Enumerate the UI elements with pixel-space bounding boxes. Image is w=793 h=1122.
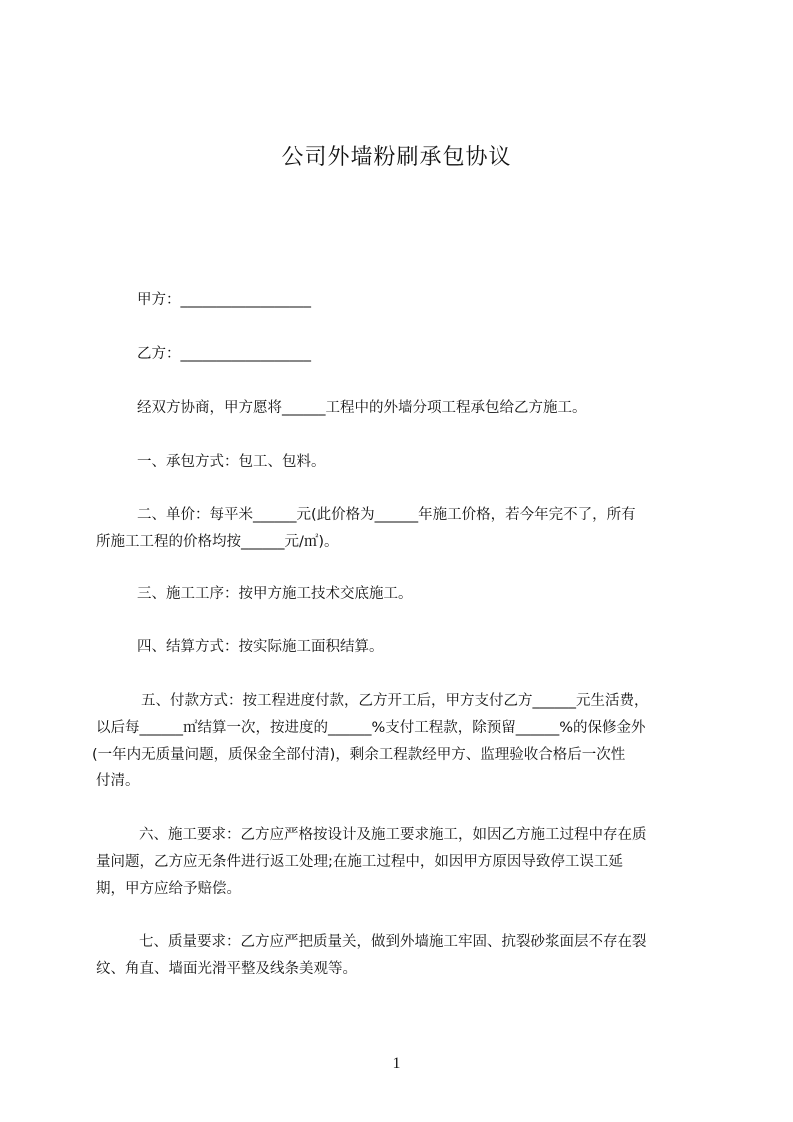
- clause-7-line: 纹、角直、墙面光滑平整及线条美观等。: [96, 961, 357, 977]
- intro-paragraph: 经双方协商，甲方愿将______工程中的外墙分项工程承包给乙方施工。: [137, 400, 587, 416]
- page-number: 1: [392, 1055, 401, 1072]
- clause-7-line: 七、质量要求：乙方应严把质量关，做到外墙施工牢固、抗裂砂浆面层不存在裂: [139, 934, 647, 950]
- clause-6-line: 期，甲方应给予赔偿。: [96, 881, 241, 897]
- clause-5-line: (一年内无质量问题，质保金全部付清)，剩余工程款经甲方、监理验收合格后一次性: [92, 747, 626, 763]
- clause-6-line: 六、施工要求：乙方应严格按设计及施工要求施工，如因乙方施工过程中存在质: [139, 827, 647, 843]
- party-b-line: 乙方：__________________: [137, 346, 311, 362]
- document-title: 公司外墙粉刷承包协议: [281, 145, 512, 170]
- clause-2-line: 二、单价：每平米______元(此价格为______年施工价格，若今年完不了，所有: [137, 507, 636, 523]
- clause-3: 三、施工工序：按甲方施工技术交底施工。: [137, 586, 413, 602]
- clause-2-line: 所施工工程的价格均按______元/㎡)。: [96, 534, 339, 550]
- clause-4: 四、结算方式：按实际施工面积结算。: [137, 639, 384, 655]
- clause-5-line: 付清。: [96, 773, 140, 789]
- clause-6-line: 量问题，乙方应无条件进行返工处理;在施工过程中，如因甲方原因导致停工误工延: [96, 854, 623, 870]
- clause-5-line: 以后每______㎡结算一次，按进度的______%支付工程款，除预留______%的保修金外: [96, 720, 646, 736]
- party-a-line: 甲方：__________________: [137, 292, 311, 308]
- clause-1: 一、承包方式：包工、包料。: [137, 454, 326, 470]
- clause-5-line: 五、付款方式：按工程进度付款，乙方开工后，甲方支付乙方______元生活费，: [141, 693, 649, 709]
